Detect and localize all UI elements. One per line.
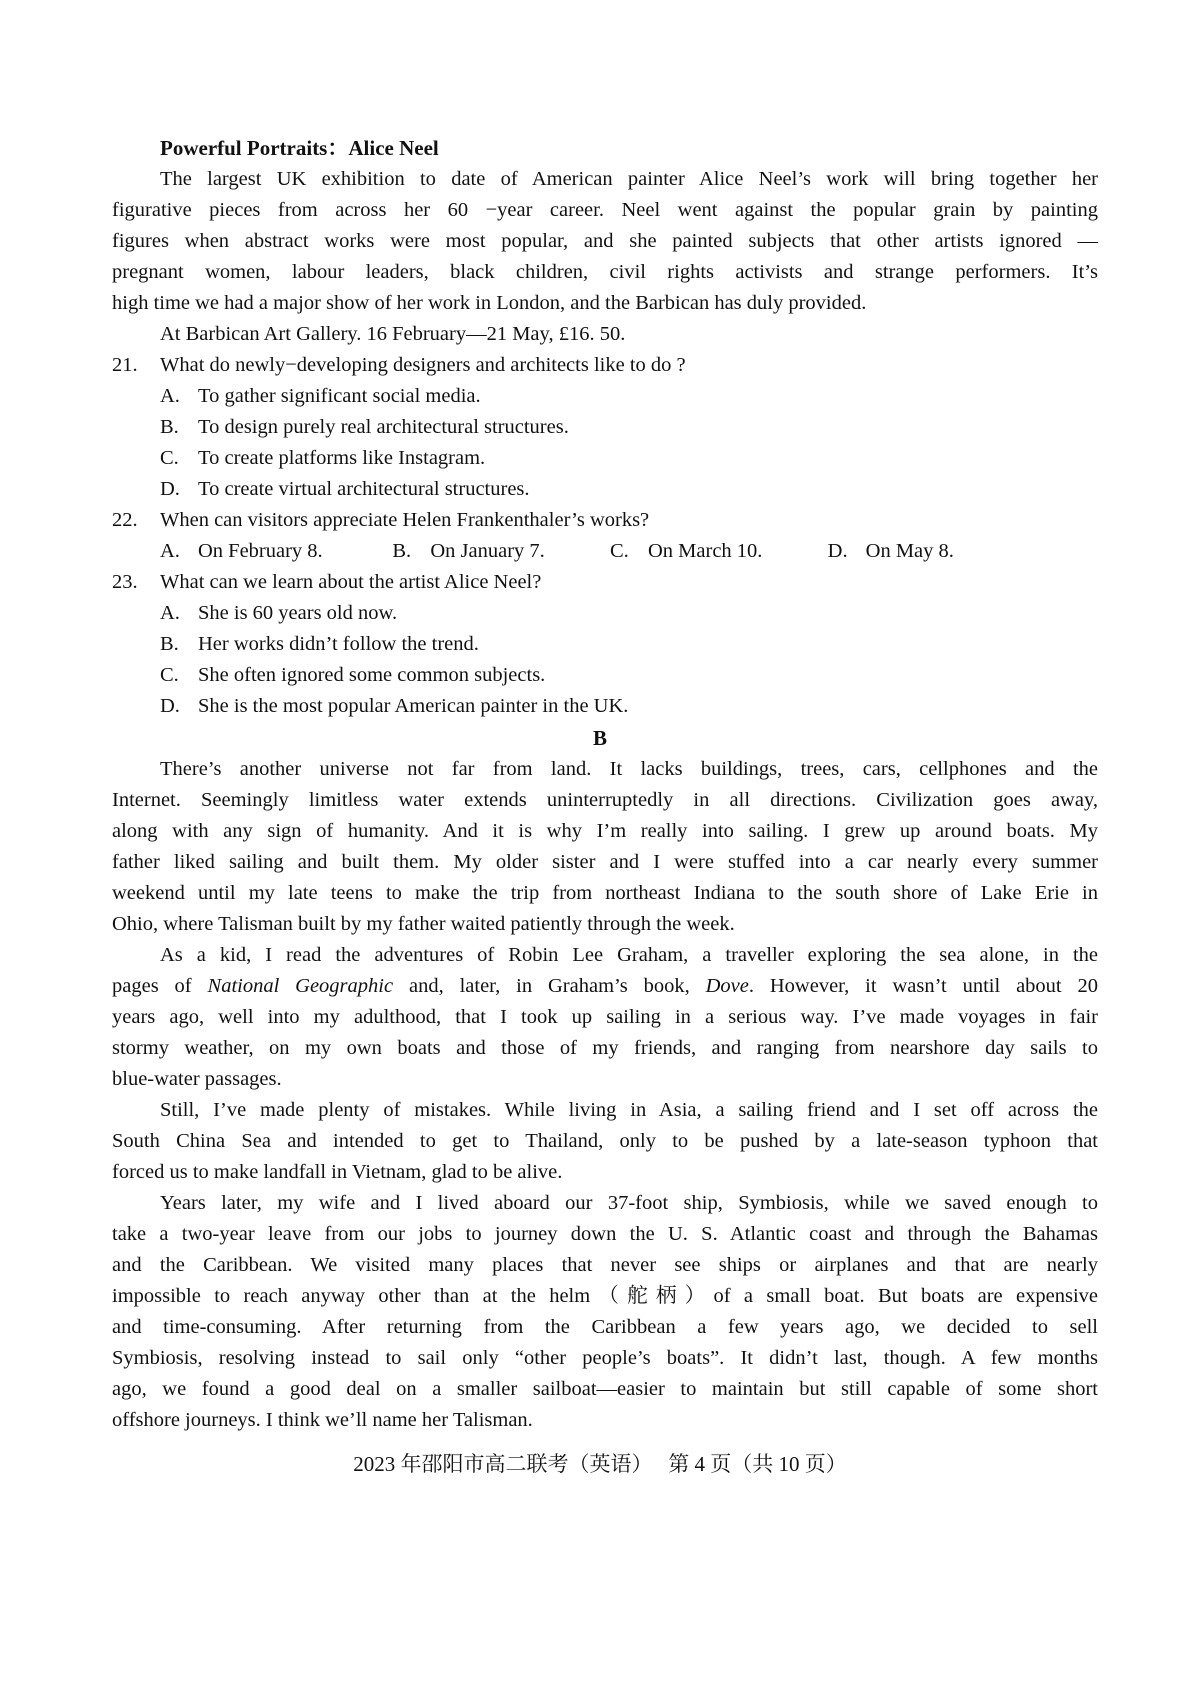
venue-info: At Barbican Art Gallery. 16 February—21 May, £16. 50. — [160, 323, 626, 345]
paragraph-line: father liked sailing and built them. My older sister and I were stuffed into a car nearly every summer — [112, 851, 1098, 873]
paragraph-line: South China Sea and intended to get to Thailand, only to be pushed by a late-season typhoon that — [112, 1130, 1098, 1152]
option-text: She is the most popular American painter in the UK. — [198, 695, 629, 717]
question-text: What can we learn about the artist Alice Neel? — [160, 571, 542, 593]
option-letter: C. — [160, 447, 179, 469]
answer-options-row — [160, 537, 1060, 565]
paragraph-line: take a two-year leave from our jobs to journey down the U. S. Atlantic coast and through the Bahamas — [112, 1223, 1098, 1245]
option-letter: C. — [160, 664, 179, 686]
paragraph-line: impossible to reach anyway other than at the helm（舵柄）of a small boat. But boats are expensive — [112, 1285, 1098, 1307]
paragraph-line: pregnant women, labour leaders, black children, civil rights activists and strange performers. It’s — [112, 261, 1098, 283]
option-text: To create platforms like Instagram. — [198, 447, 486, 469]
paragraph-line: Still, I’ve made plenty of mistakes. While living in Asia, a sailing friend and I set off across the — [160, 1099, 1098, 1121]
option-text: To gather significant social media. — [198, 385, 481, 407]
option-text: Her works didn’t follow the trend. — [198, 633, 479, 655]
option-letter: A. — [160, 540, 180, 562]
paragraph-line: blue-water passages. — [112, 1068, 282, 1090]
question-number: 23. — [112, 571, 138, 593]
answer-option — [828, 537, 1060, 565]
option-letter: B. — [160, 416, 179, 438]
paragraph-line — [112, 972, 1098, 1000]
option-letter: C. — [610, 540, 629, 562]
answer-option — [160, 692, 1146, 720]
answer-option — [392, 537, 610, 565]
option-letter: B. — [160, 633, 179, 655]
paragraph-line: and time-consuming. After returning from the Caribbean a few years ago, we decided to sell — [112, 1316, 1098, 1338]
text-run: and, later, in Graham’s book, — [393, 975, 706, 997]
answer-option — [610, 537, 828, 565]
paragraph-line: years ago, well into my adulthood, that I took up sailing in a serious way. I’ve made voyages in fair — [112, 1006, 1098, 1028]
option-text: She is 60 years old now. — [198, 602, 398, 624]
paragraph-line: figures when abstract works were most popular, and she painted subjects that other artists ignored — — [112, 230, 1098, 252]
option-text: On May 8. — [865, 540, 954, 562]
book-title: Dove — [705, 975, 749, 997]
answer-option — [160, 537, 392, 565]
answer-option — [160, 599, 1146, 627]
paragraph-line: forced us to make landfall in Vietnam, glad to be alive. — [112, 1161, 563, 1183]
paragraph-line: Years later, my wife and I lived aboard our 37-foot ship, Symbiosis, while we saved enough to — [160, 1192, 1098, 1214]
option-text: To design purely real architectural structures. — [198, 416, 569, 438]
paragraph-line: There’s another universe not far from land. It lacks buildings, trees, cars, cellphones and the — [160, 758, 1098, 780]
answer-option — [160, 382, 1146, 410]
page-footer: 2023 年邵阳市高二联考（英语） 第 4 页（共 10 页） — [353, 1452, 847, 1476]
option-text: On January 7. — [430, 540, 545, 562]
paragraph-line: Internet. Seemingly limitless water extends uninterruptedly in all directions. Civilization goes away, — [112, 789, 1098, 811]
question-number: 21. — [112, 354, 138, 376]
paragraph-line: ago, we found a good deal on a smaller sailboat—easier to maintain but still capable of some short — [112, 1378, 1098, 1400]
answer-option — [160, 630, 1146, 658]
paragraph-line: The largest UK exhibition to date of American painter Alice Neel’s work will bring together her — [160, 168, 1098, 190]
option-letter: A. — [160, 602, 180, 624]
paragraph-line: along with any sign of humanity. And it is why I’m really into sailing. I grew up around boats. My — [112, 820, 1098, 842]
option-text: She often ignored some common subjects. — [198, 664, 546, 686]
answer-option — [160, 413, 1146, 441]
paragraph-line: As a kid, I read the adventures of Robin Lee Graham, a traveller exploring the sea alone, in the — [160, 944, 1098, 966]
text-run: . However, it wasn’t until about 20 — [748, 975, 1099, 997]
paragraph-line: Ohio, where Talisman built by my father waited patiently through the week. — [112, 913, 735, 935]
paragraph-line: figurative pieces from across her 60 −year career. Neel went against the popular grain by painting — [112, 199, 1098, 221]
magazine-title: National Geographic — [207, 975, 394, 997]
option-text: On February 8. — [198, 540, 323, 562]
paragraph-line: Symbiosis, resolving instead to sail only “other people’s boats”. It didn’t last, though. A few months — [112, 1347, 1098, 1369]
option-text: On March 10. — [648, 540, 763, 562]
answer-option — [160, 661, 1146, 689]
question-text: What do newly−developing designers and architects like to do ? — [160, 354, 686, 376]
text-run: pages of — [112, 975, 208, 997]
paragraph-line: high time we had a major show of her work in London, and the Barbican has duly provided. — [112, 292, 867, 314]
answer-option — [160, 475, 1146, 503]
section-title: Powerful Portraits：Alice Neel — [160, 136, 439, 160]
paragraph-line: offshore journeys. I think we’ll name her Talisman. — [112, 1409, 533, 1431]
paragraph-line: stormy weather, on my own boats and those of my friends, and ranging from nearshore day sails to — [112, 1037, 1098, 1059]
question-number: 22. — [112, 509, 138, 531]
option-text: To create virtual architectural structures. — [198, 478, 530, 500]
question-text: When can visitors appreciate Helen Frankenthaler’s works? — [160, 509, 650, 531]
paragraph-line: weekend until my late teens to make the trip from northeast Indiana to the south shore of Lake Erie in — [112, 882, 1098, 904]
option-letter: A. — [160, 385, 180, 407]
option-letter: D. — [160, 695, 180, 717]
answer-option — [160, 444, 1146, 472]
section-heading: B — [592, 726, 607, 750]
paragraph-line: and the Caribbean. We visited many places that never see ships or airplanes and that are nearly — [112, 1254, 1098, 1276]
option-letter: D. — [160, 478, 180, 500]
option-letter: D. — [827, 540, 848, 562]
option-letter: B. — [392, 540, 412, 562]
